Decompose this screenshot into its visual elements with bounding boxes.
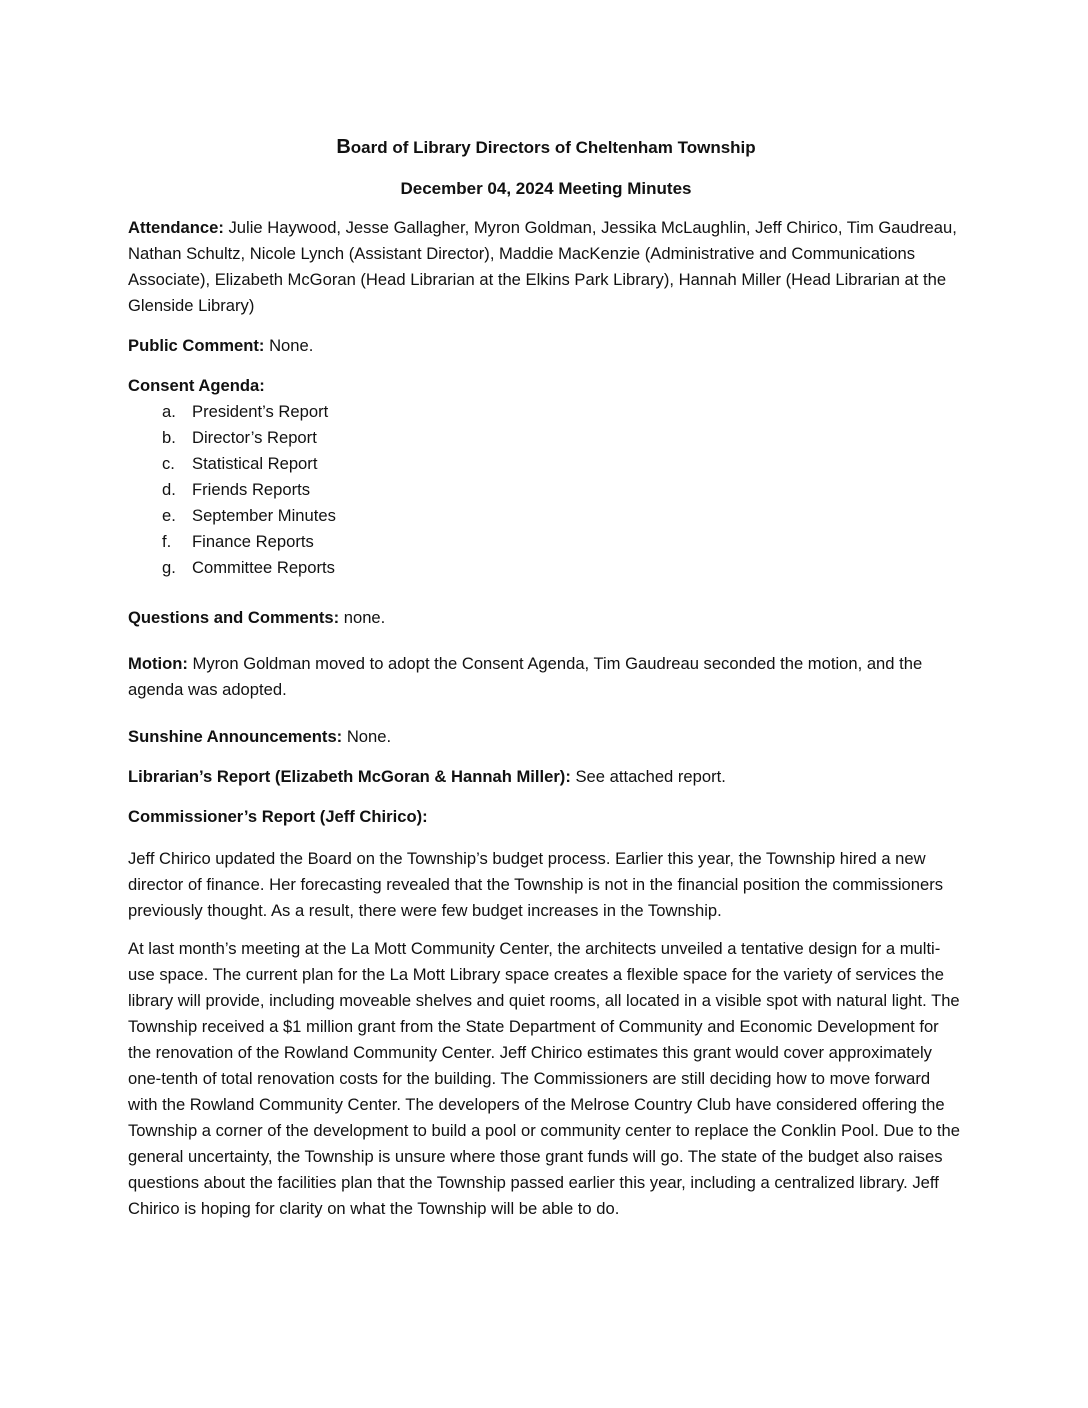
questions-label: Questions and Comments: — [128, 608, 340, 627]
document-title — [128, 132, 964, 162]
sunshine-label: Sunshine Announcements: — [128, 727, 343, 746]
list-marker: g. — [162, 558, 176, 577]
attendance-text: Julie Haywood, Jesse Gallagher, Myron Goldman, Jessika McLaughlin, Jeff Chirico, Tim Gaudreau, Nathan Schultz, Nicole Lynch (Assistant Director), Maddie MacKenzie (Administrative and Communications Associate), Elizabeth McGoran (Head Librarian at the Elkins Park Library), Hannah Miller (Head Librarian at the Glenside Library) — [128, 218, 957, 315]
list-marker: a. — [162, 402, 176, 421]
list-item — [128, 503, 964, 529]
list-item-text: Finance Reports — [192, 532, 314, 551]
title-text: oard of Library Directors of Cheltenham Township — [350, 138, 756, 157]
librarian-report-text: See attached report. — [570, 767, 726, 786]
public-comment-text: None. — [264, 336, 314, 355]
consent-agenda-heading: Consent Agenda: — [128, 376, 265, 395]
list-marker: e. — [162, 506, 176, 525]
document-body — [128, 128, 964, 1222]
list-marker: f. — [162, 532, 172, 551]
list-item-text: Director’s Report — [192, 428, 317, 447]
list-item — [128, 451, 964, 477]
motion-section — [128, 651, 964, 703]
list-marker: c. — [162, 454, 175, 473]
motion-label: Motion: — [128, 654, 188, 673]
commissioner-report-heading: Commissioner’s Report (Jeff Chirico): — [128, 807, 428, 826]
list-item-text: Friends Reports — [192, 480, 311, 499]
list-marker: b. — [162, 428, 176, 447]
librarian-report-section — [128, 764, 964, 790]
librarian-report-label: Librarian’s Report (Elizabeth McGoran & Hannah Miller): — [128, 767, 571, 786]
list-item — [128, 399, 964, 425]
attendance-label: Attendance: — [128, 218, 224, 237]
list-item-text: September Minutes — [192, 506, 336, 525]
meeting-date-title: December 04, 2024 Meeting Minutes — [400, 179, 692, 198]
list-marker: d. — [162, 480, 176, 499]
questions-text: none. — [339, 608, 386, 627]
list-item — [128, 425, 964, 451]
list-item-text: Statistical Report — [192, 454, 318, 473]
public-comment-label: Public Comment: — [128, 336, 265, 355]
attendance-section — [128, 215, 964, 319]
sunshine-text: None. — [342, 727, 392, 746]
commissioner-paragraph-1: Jeff Chirico updated the Board on the Township’s budget process. Earlier this year, the Township hired a new director of finance. Her forecasting revealed that the Township is not in the financial position the commissioners previously thought. As a result, there were few budget increases in the Township. — [128, 849, 944, 920]
list-item — [128, 477, 964, 503]
list-item-text: President’s Report — [192, 402, 329, 421]
motion-text: Myron Goldman moved to adopt the Consent Agenda, Tim Gaudreau seconded the motion, and the agenda was adopted. — [128, 654, 923, 699]
title-initial: B — [336, 136, 351, 158]
list-item — [128, 555, 964, 581]
public-comment-section — [128, 333, 964, 359]
questions-section — [128, 605, 964, 631]
list-item-text: Committee Reports — [192, 558, 335, 577]
commissioner-paragraph-2: At last month’s meeting at the La Mott Community Center, the architects unveiled a tentative design for a multi-use space. The current plan for the La Mott Library space creates a flexible space for the variety of services the library will provide, including moveable shelves and quiet rooms, all located in a visible spot with natural light. The Township received a $1 million grant from the State Department of Community and Economic Development for the renovation of the Rowland Community Center. Jeff Chirico estimates this grant would cover approximately one-tenth of total renovation costs for the building. The Commissioners are still deciding how to move forward with the Rowland Community Center. The developers of the Melrose Country Club have considered offering the Township a corner of the development to build a pool or community center to replace the Conklin Pool. Due to the general uncertainty, the Township is unsure where those grant funds will go. The state of the budget also raises questions about the facilities plan that the Township passed earlier this year, including a centralized library. Jeff Chirico is hoping for clarity on what the Township will be able to do. — [128, 939, 961, 1218]
consent-agenda-list — [128, 399, 964, 581]
list-item — [128, 529, 964, 555]
sunshine-section — [128, 724, 964, 750]
